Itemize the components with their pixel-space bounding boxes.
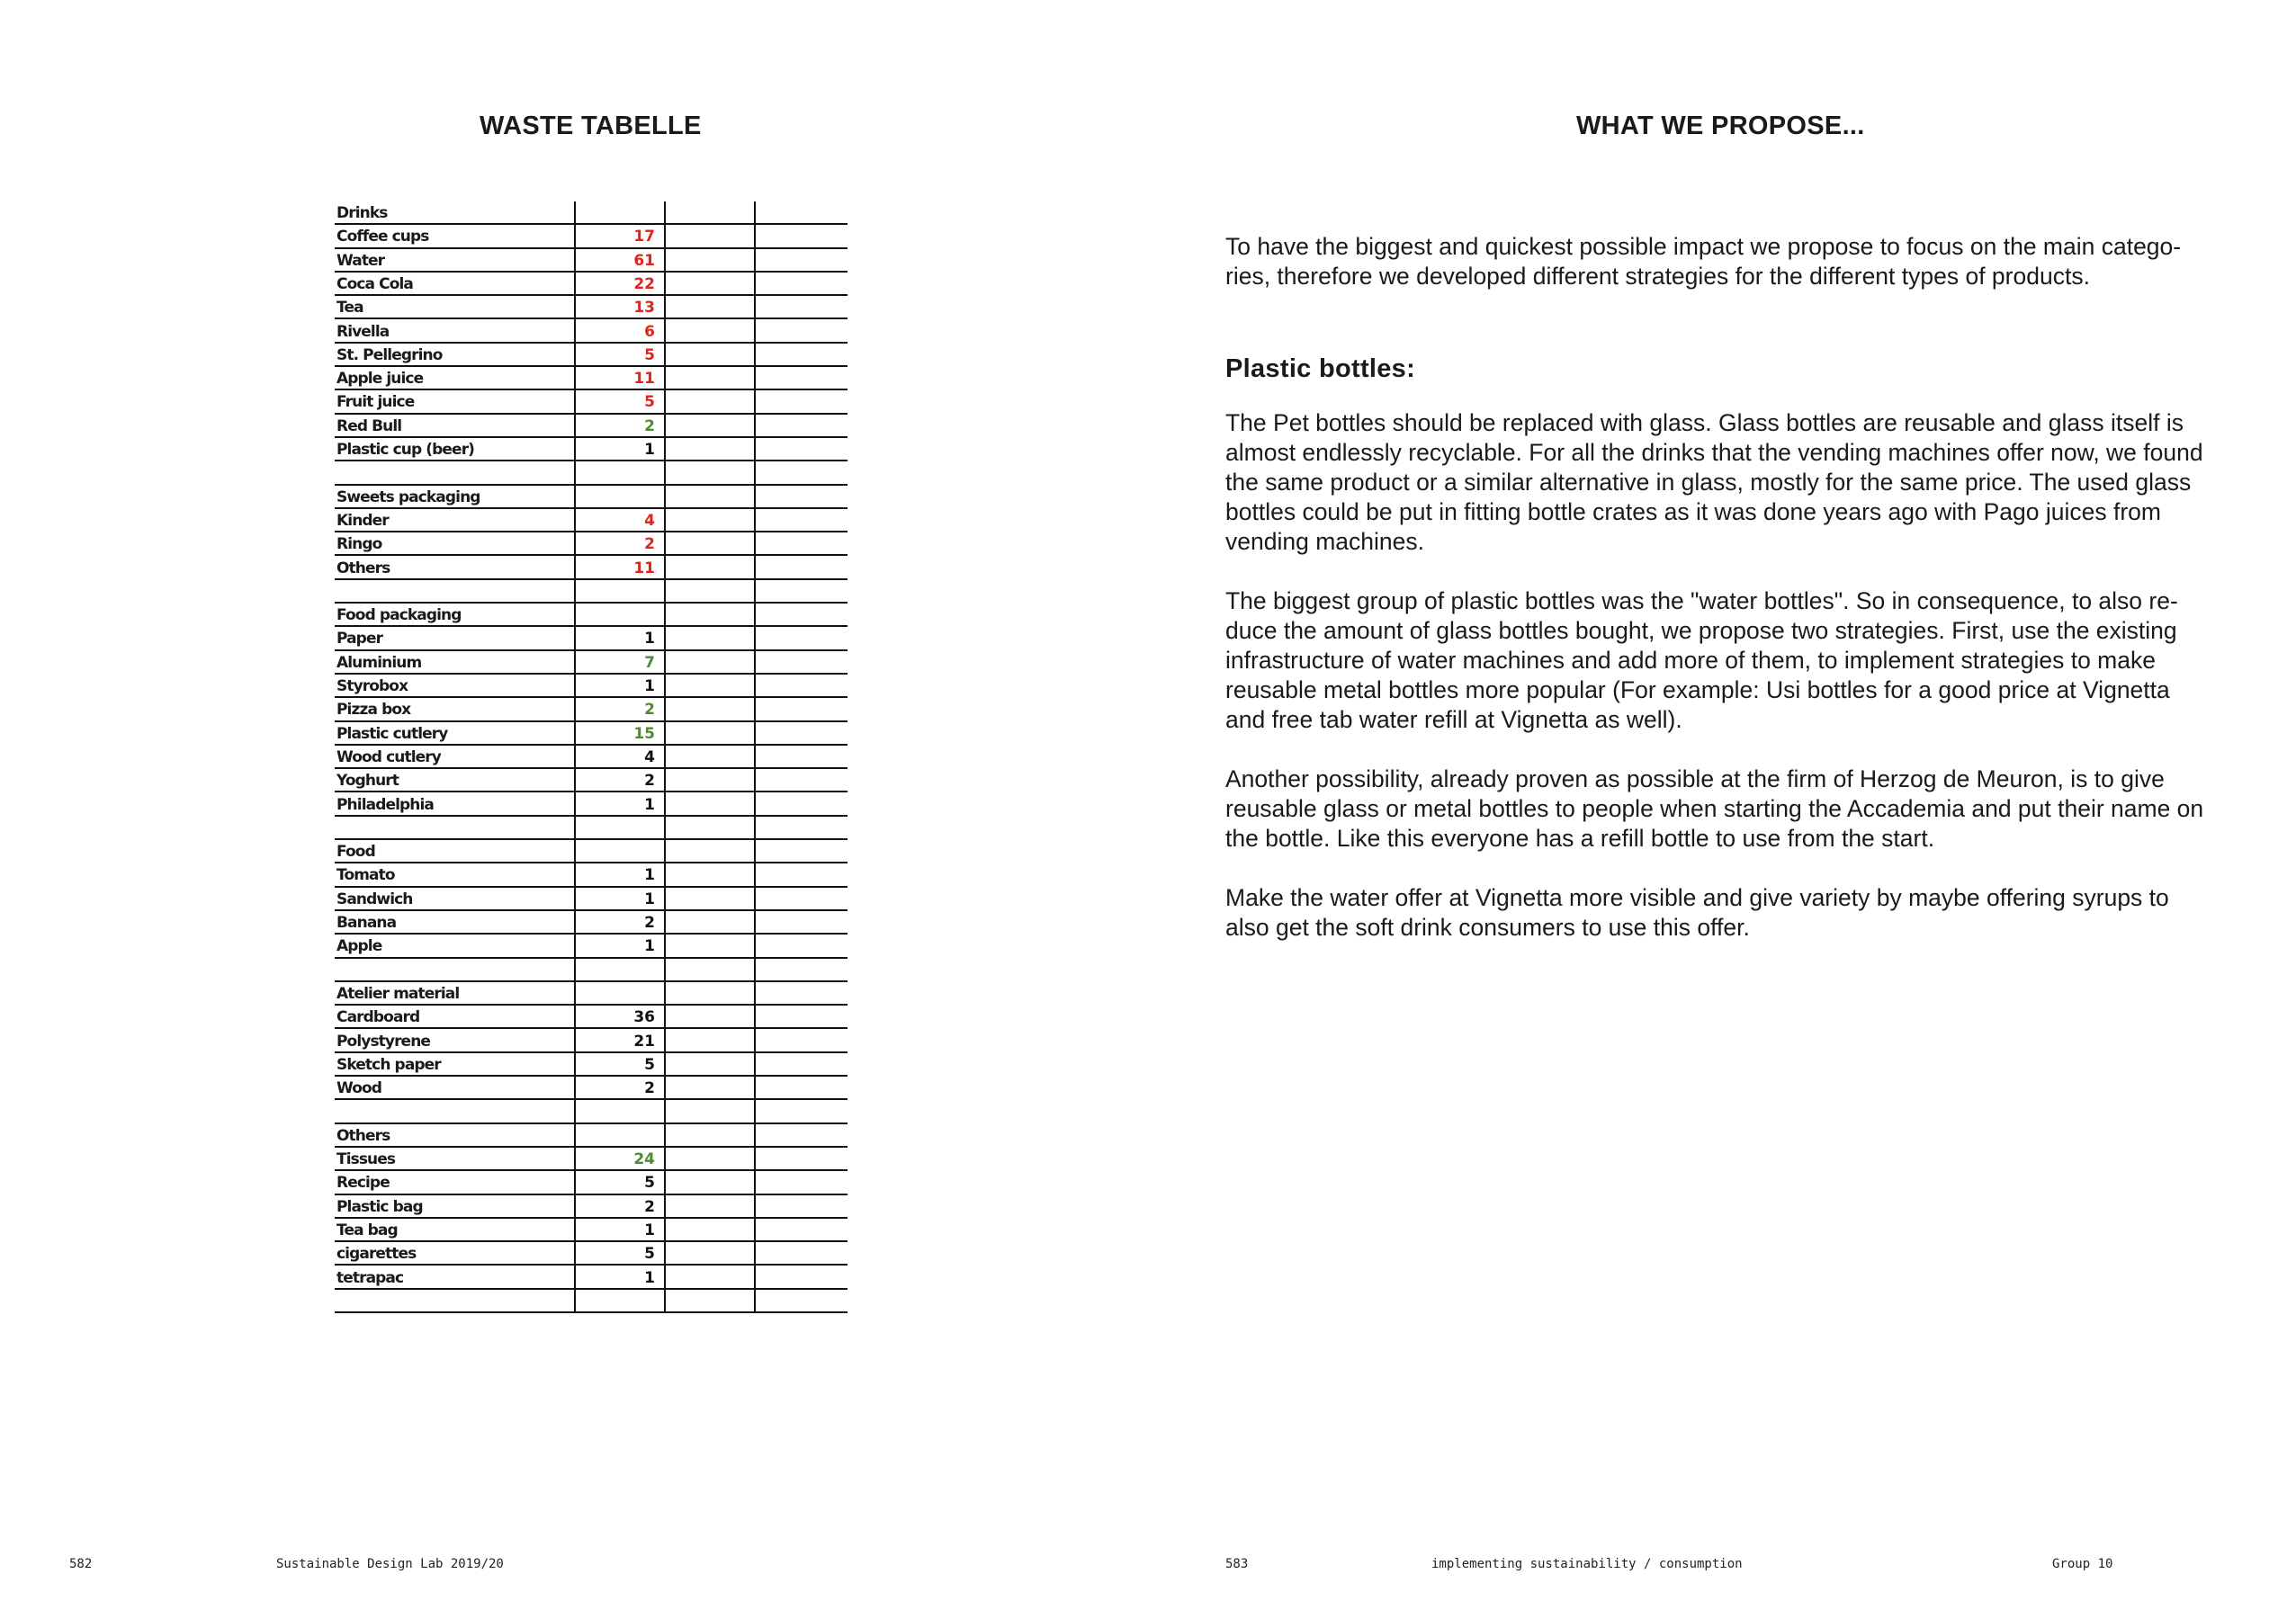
table-row-label: Yoghurt [336,772,399,791]
table-row-count: 5 [644,1055,655,1074]
table-row [335,746,848,769]
table-row-label: Water [336,251,385,270]
table-row [335,509,848,532]
table-row-count: 17 [633,228,655,246]
table-row [335,557,848,580]
table-row-count: 2 [644,914,655,932]
table-row-label: Tea [336,299,363,318]
table-row-label: Others [336,559,390,577]
right-footer-group: Group 10 [2052,1557,2113,1571]
waste-table [335,201,848,1313]
table-row-count: 2 [644,772,655,791]
table-row [335,1053,848,1077]
table-row-count: 5 [644,393,655,412]
table-row-count: 5 [644,345,655,364]
table-row [335,390,848,414]
table-row-count: 2 [644,416,655,435]
table-row-label: Pizza box [336,701,411,720]
table-row-label: Red Bull [336,416,402,435]
table-row-label: Plastic bag [336,1197,423,1216]
table-row-label: Sweets packaging [336,487,480,506]
table-row-count: 22 [633,274,655,293]
table-row-count: 36 [633,1008,655,1027]
proposal-paragraph: The biggest group of plastic bottles was the "water bottles". So in consequence, to also re-duce the amount of glass bottles bought, we propose two strategies. First, use the existing infrastructure of water machines and add more of them, to implement strategies to make reusable metal bottles more popular (For example: Usi bottles for a good price at Vignetta and free tab water refill at Vignetta as well). [1225,587,2178,733]
table-row [335,793,848,817]
table-row [335,201,848,225]
table-row [335,722,848,746]
table-row-count: 1 [644,677,655,695]
table-row-label: cigarettes [336,1245,417,1264]
table-row-count: 1 [644,866,655,885]
table-row-label: Coca Cola [336,274,413,293]
table-row-count: 24 [633,1150,655,1168]
table-row [335,935,848,958]
table-row [335,769,848,792]
table-row [335,1242,848,1266]
table-row [335,461,848,485]
table-row [335,1006,848,1029]
table-row-label: Plastic cup (beer) [336,441,475,459]
table-row [335,651,848,675]
table-row-label: Philadelphia [336,795,434,814]
table-row-label: Tissues [336,1150,396,1168]
table-row [335,604,848,627]
table-row-label: Tea bag [336,1221,398,1239]
table-row [335,486,848,509]
table-row-count: 5 [644,1245,655,1264]
table-row-count: 5 [644,1174,655,1193]
table-row [335,698,848,721]
table-row-label: tetrapac [336,1268,404,1287]
proposal-text [1225,232,2215,972]
table-row-label: Wood cutlery [336,747,441,766]
right-page-number: 583 [1225,1557,1249,1571]
table-row-label: Atelier material [336,984,460,1003]
table-row [335,415,848,438]
table-row-count: 11 [633,559,655,577]
table-row-label: Wood [336,1079,382,1098]
table-row [335,320,848,344]
table-row [335,1077,848,1100]
table-row [335,532,848,556]
table-row-count: 1 [644,1268,655,1287]
table-row-count: 61 [633,251,655,270]
table-row-label: Food [336,843,375,862]
table-row-label: St. Pellegrino [336,345,443,364]
table-row-label: Food packaging [336,606,462,625]
table-row-label: Sketch paper [336,1055,441,1074]
left-page-number: 582 [69,1557,93,1571]
table-row [335,888,848,911]
table-row-count: 1 [644,937,655,956]
table-row-count: 13 [633,299,655,318]
table-row [335,982,848,1006]
table-row-label: Rivella [336,322,390,341]
table-row-count: 2 [644,701,655,720]
left-footer-title: Sustainable Design Lab 2019/20 [276,1557,504,1571]
proposal-paragraph: The Pet bottles should be replaced with glass. Glass bottles are reusable and glass itself is almost endlessly recyclable. For all the drinks that the vending machines offer now, we found the same product or a similar alternative in glass, mostly for the same price. The used glass bottles could be put in fitting bottle crates as it was done years ago with Pago juices from vending machines. [1225,409,2203,555]
table-row-label: Tomato [336,866,395,885]
table-row-count: 11 [633,370,655,389]
table-row [335,959,848,982]
table-row [335,249,848,273]
table-row-count: 1 [644,1221,655,1239]
table-row-label: Others [336,1126,390,1145]
table-row [335,627,848,650]
table-row-count: 4 [644,747,655,766]
table-row-label: Aluminium [336,653,422,672]
table-row-label: Fruit juice [336,393,415,412]
table-row-count: 2 [644,1079,655,1098]
table-row-count: 2 [644,535,655,554]
table-row-label: Cardboard [336,1008,420,1027]
table-row-label: Paper [336,630,383,648]
table-row-label: Ringo [336,535,382,554]
table-row [335,1219,848,1242]
table-row [335,1266,848,1290]
table-row [335,438,848,461]
right-footer-section: implementing sustainability / consumption [1431,1557,1743,1571]
table-row-label: Drinks [336,204,388,222]
table-row [335,344,848,367]
table-row [335,1290,848,1313]
table-row-label: Plastic cutlery [336,724,448,743]
table-row [335,1124,848,1148]
right-page-heading: WHAT WE PROPOSE... [1576,112,1865,140]
table-row-label: Apple juice [336,370,424,389]
intro-paragraph: To have the biggest and quickest possible impact we propose to focus on the main catego-ries, therefore we developed different strategies for the different types of products. [1225,233,2182,290]
table-row [335,367,848,390]
table-row-count: 4 [644,511,655,530]
table-row [335,580,848,604]
table-row-label: Kinder [336,511,389,530]
table-row-label: Styrobox [336,677,408,695]
table-row-label: Apple [336,937,382,956]
table-row-count: 1 [644,795,655,814]
table-row-count: 1 [644,441,655,459]
table-row [335,911,848,935]
table-row-label: Recipe [336,1174,390,1193]
table-row-count: 15 [633,724,655,743]
proposal-paragraph: Make the water offer at Vignetta more visible and give variety by maybe offering syrups to also get the soft drink consumers to use this offer. [1225,884,2169,941]
table-row [335,840,848,863]
table-row-count: 6 [644,322,655,341]
table-row [335,1100,848,1123]
table-row [335,817,848,840]
table-row [335,1148,848,1171]
table-row [335,1171,848,1194]
table-row-count: 2 [644,1197,655,1216]
table-row-label: Sandwich [336,890,413,908]
table-row [335,675,848,698]
plastic-bottles-heading: Plastic bottles: [1225,354,1416,383]
table-row-count: 1 [644,630,655,648]
table-row-count: 1 [644,890,655,908]
left-page-heading: WASTE TABELLE [480,112,702,140]
table-row [335,1030,848,1053]
table-row-label: Polystyrene [336,1032,431,1051]
proposal-paragraph: Another possibility, already proven as possible at the firm of Herzog de Meuron, is to give reusable glass or metal bottles to people when starting the Accademia and put their name on the bottle. Like this everyone has a refill bottle to use from the start. [1225,765,2204,852]
table-row-label: Coffee cups [336,228,429,246]
table-row [335,225,848,248]
table-row [335,296,848,319]
table-row-count: 21 [633,1032,655,1051]
table-row [335,273,848,296]
table-row [335,863,848,887]
table-row-label: Banana [336,914,397,932]
table-row [335,1195,848,1219]
table-row-count: 7 [644,653,655,672]
